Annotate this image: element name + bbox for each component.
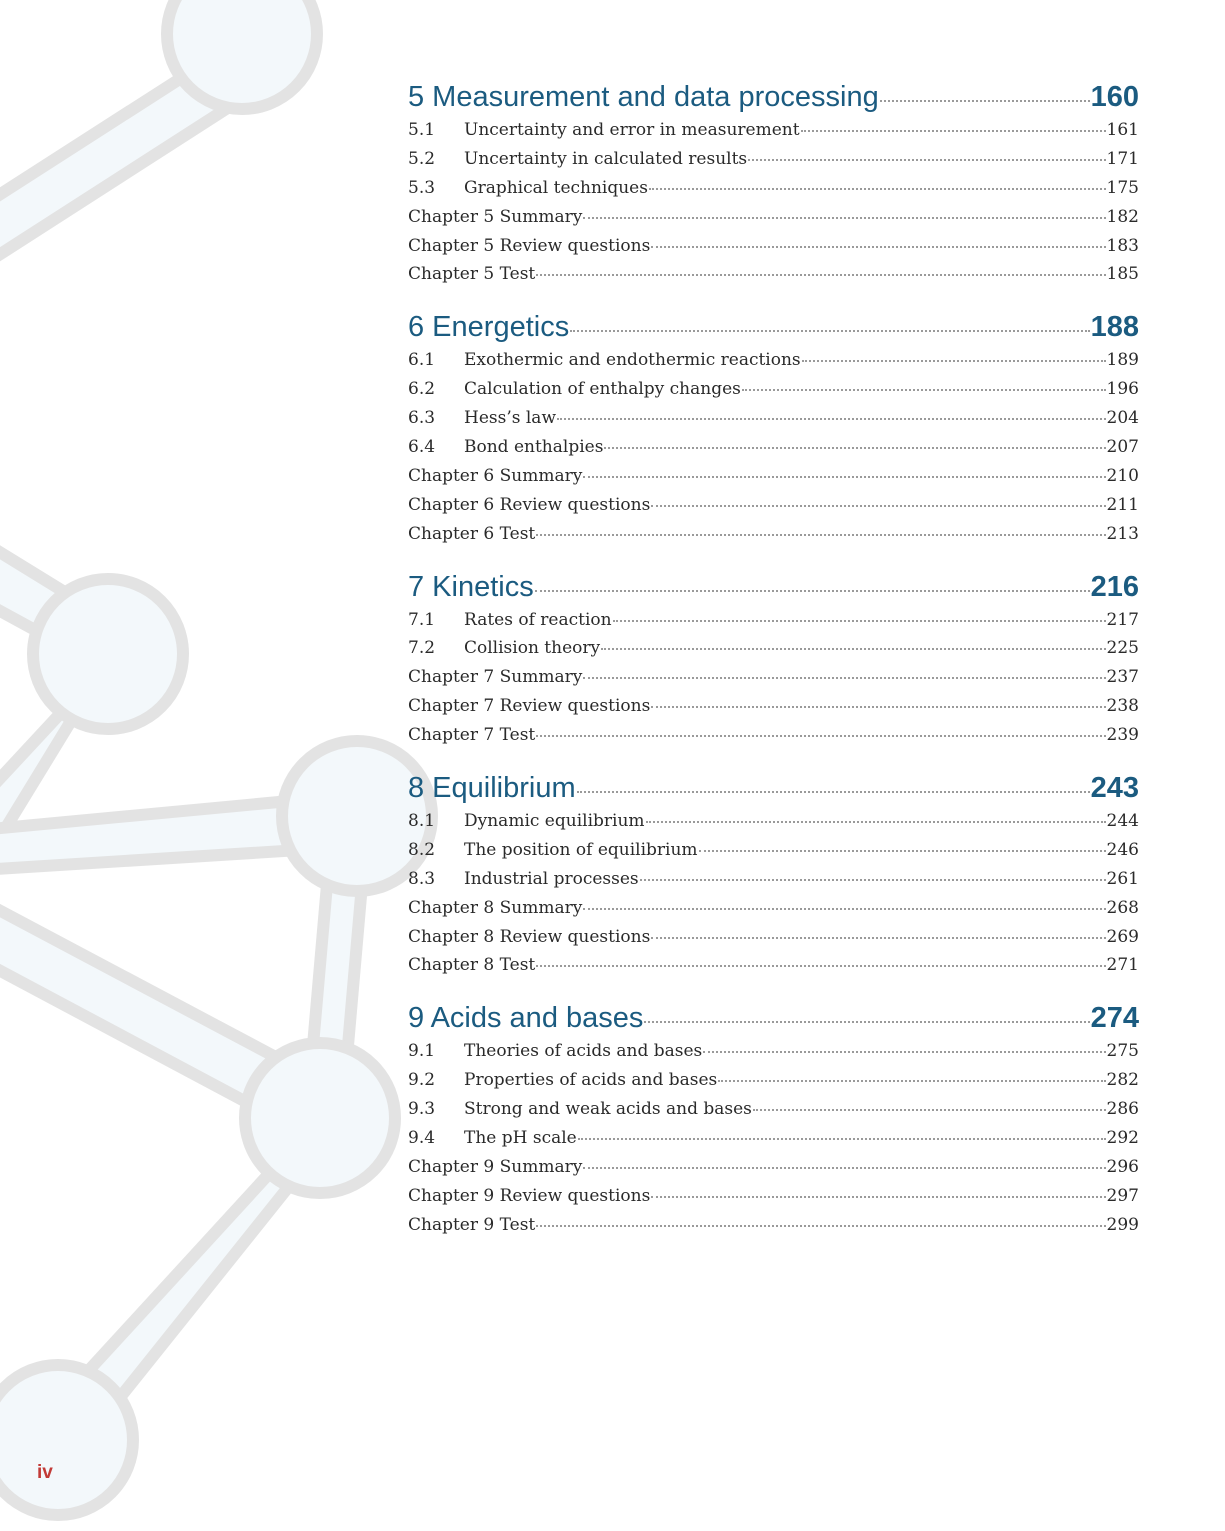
entry-title: Chapter 8 Test — [408, 955, 536, 976]
dot-leader — [536, 533, 1105, 536]
section-number: 6.2 — [408, 379, 436, 400]
entry-title: Chapter 7 Summary — [408, 667, 583, 688]
chapter-heading[interactable] — [408, 999, 1139, 1037]
dot-leader — [570, 329, 1089, 332]
entry-title: Industrial processes — [464, 868, 639, 889]
toc-entry[interactable] — [408, 1182, 1139, 1211]
toc-entry[interactable] — [408, 491, 1139, 520]
entry-page: 196 — [1106, 379, 1139, 400]
section-number: 6.3 — [408, 408, 436, 429]
entry-page: 182 — [1106, 206, 1139, 227]
toc-entry[interactable] — [408, 663, 1139, 692]
toc-chapter — [408, 308, 1139, 548]
section-number: 5.2 — [408, 148, 436, 169]
chapter-page: 274 — [1090, 1002, 1139, 1035]
toc-entry[interactable] — [408, 951, 1139, 980]
toc-chapter — [408, 568, 1139, 750]
chapter-page: 160 — [1090, 81, 1139, 113]
dot-leader — [651, 504, 1105, 507]
entry-page: 217 — [1106, 609, 1139, 630]
entry-title: The position of equilibrium — [464, 839, 698, 860]
toc-entry[interactable] — [408, 1124, 1139, 1153]
entry-page: 299 — [1106, 1214, 1139, 1235]
page-number: iv — [37, 1462, 53, 1483]
section-number: 8.2 — [408, 839, 436, 860]
entry-page: 161 — [1106, 120, 1139, 140]
entry-page: 225 — [1106, 638, 1139, 659]
toc-entry[interactable] — [408, 375, 1139, 404]
section-number: 7.1 — [408, 609, 436, 630]
entry-page: 175 — [1106, 177, 1139, 198]
entry-title: Exothermic and endothermic reactions — [464, 350, 801, 371]
entry-page: 292 — [1106, 1128, 1139, 1149]
dot-leader — [742, 388, 1106, 391]
chapter-page: 188 — [1090, 311, 1139, 344]
entry-title: Properties of acids and bases — [464, 1070, 718, 1091]
toc-entry[interactable] — [408, 692, 1139, 721]
dot-leader — [651, 1195, 1105, 1198]
dot-leader — [583, 475, 1105, 478]
dot-leader — [718, 1079, 1105, 1082]
entry-title: Uncertainty and error in measurement — [464, 120, 800, 140]
dot-leader — [601, 647, 1105, 650]
toc-entry[interactable] — [408, 1153, 1139, 1182]
chapter-title: 7 Kinetics — [408, 570, 534, 603]
toc-entry[interactable] — [408, 1066, 1139, 1095]
entry-title: Chapter 5 Review questions — [408, 235, 651, 256]
chapter-page: 243 — [1090, 772, 1139, 805]
section-number: 5.1 — [408, 120, 436, 140]
toc-entry[interactable] — [408, 836, 1139, 865]
section-number: 6.1 — [408, 350, 436, 371]
entry-page: 244 — [1106, 811, 1139, 832]
dot-leader — [802, 359, 1106, 362]
toc-entry[interactable] — [408, 1037, 1139, 1066]
section-number: 8.1 — [408, 811, 436, 832]
entry-page: 282 — [1106, 1070, 1139, 1091]
entry-page: 246 — [1106, 839, 1139, 860]
section-number: 6.4 — [408, 437, 436, 458]
toc-entry[interactable] — [408, 174, 1139, 203]
entry-title: Chapter 8 Summary — [408, 897, 583, 918]
entry-title: Chapter 6 Summary — [408, 465, 583, 486]
entry-title: Chapter 5 Summary — [408, 206, 583, 227]
dot-leader — [536, 273, 1105, 276]
chapter-title: 8 Equilibrium — [408, 772, 576, 805]
section-number: 8.3 — [408, 868, 436, 889]
toc-entry[interactable] — [408, 1095, 1139, 1124]
entry-title: Chapter 7 Test — [408, 725, 536, 746]
chapter-heading[interactable] — [408, 568, 1139, 606]
section-number: 7.2 — [408, 638, 436, 659]
toc-entry[interactable] — [408, 1211, 1139, 1240]
entry-page: 183 — [1106, 235, 1139, 256]
chapter-title: 6 Energetics — [408, 311, 570, 344]
dot-leader — [578, 1137, 1106, 1140]
toc-entry[interactable] — [408, 145, 1139, 174]
toc-entry[interactable] — [408, 346, 1139, 375]
toc-entry[interactable] — [408, 894, 1139, 923]
dot-leader — [646, 820, 1106, 823]
entry-page: 237 — [1106, 667, 1139, 688]
dot-leader — [604, 446, 1105, 449]
dot-leader — [583, 216, 1105, 219]
dot-leader — [880, 99, 1090, 102]
toc-entry[interactable] — [408, 923, 1139, 952]
dot-leader — [651, 245, 1105, 248]
entry-title: Theories of acids and bases — [464, 1041, 703, 1062]
entry-page: 275 — [1106, 1041, 1139, 1062]
toc-chapter — [408, 999, 1139, 1239]
dot-leader — [651, 705, 1105, 708]
entry-title: Chapter 5 Test — [408, 264, 536, 285]
dot-leader — [640, 878, 1106, 881]
dot-leader — [699, 849, 1106, 852]
entry-page: 213 — [1106, 523, 1139, 544]
entry-title: Chapter 6 Review questions — [408, 494, 651, 515]
dot-leader — [557, 417, 1106, 420]
table-of-contents — [408, 78, 1139, 1259]
toc-chapter — [408, 769, 1139, 980]
entry-page: 207 — [1106, 437, 1139, 458]
entry-page: 185 — [1106, 264, 1139, 285]
entry-page: 171 — [1106, 148, 1139, 169]
toc-entry[interactable] — [408, 433, 1139, 462]
entry-title: Chapter 7 Review questions — [408, 696, 651, 717]
toc-chapter — [408, 78, 1139, 289]
entry-page: 238 — [1106, 696, 1139, 717]
entry-title: Rates of reaction — [464, 609, 612, 630]
toc-entry[interactable] — [408, 520, 1139, 549]
entry-page: 286 — [1106, 1099, 1139, 1120]
entry-title: Calculation of enthalpy changes — [464, 379, 741, 400]
section-number: 5.3 — [408, 177, 436, 198]
entry-page: 239 — [1106, 725, 1139, 746]
entry-title: Uncertainty in calculated results — [464, 148, 748, 169]
dot-leader — [613, 619, 1106, 622]
toc-entry[interactable] — [408, 260, 1139, 289]
entry-title: Chapter 8 Review questions — [408, 926, 651, 947]
dot-leader — [801, 129, 1106, 132]
toc-entry[interactable] — [408, 721, 1139, 750]
toc-entry[interactable] — [408, 203, 1139, 232]
entry-page: 296 — [1106, 1156, 1139, 1177]
dot-leader — [644, 1020, 1089, 1023]
chapter-heading[interactable] — [408, 769, 1139, 807]
entry-page: 271 — [1106, 955, 1139, 976]
entry-page: 268 — [1106, 897, 1139, 918]
dot-leader — [703, 1050, 1105, 1053]
toc-entry[interactable] — [408, 865, 1139, 894]
chapter-title: 9 Acids and bases — [408, 1002, 644, 1035]
entry-page: 297 — [1106, 1185, 1139, 1206]
toc-entry[interactable] — [408, 606, 1139, 635]
dot-leader — [536, 964, 1105, 967]
dot-leader — [535, 589, 1090, 592]
dot-leader — [536, 734, 1105, 737]
dot-leader — [748, 158, 1105, 161]
dot-leader — [536, 1224, 1105, 1227]
chapter-title: 5 Measurement and data processing — [408, 81, 879, 113]
section-number: 9.1 — [408, 1041, 436, 1062]
toc-entry[interactable] — [408, 462, 1139, 491]
chapter-heading[interactable] — [408, 78, 1139, 116]
toc-entry[interactable] — [408, 634, 1139, 663]
entry-title: The pH scale — [464, 1128, 577, 1149]
entry-page: 269 — [1106, 926, 1139, 947]
entry-page: 189 — [1106, 350, 1139, 371]
entry-title: Chapter 9 Test — [408, 1214, 536, 1235]
toc-entry[interactable] — [408, 116, 1139, 145]
dot-leader — [583, 676, 1105, 679]
entry-title: Strong and weak acids and bases — [464, 1099, 752, 1120]
entry-title: Chapter 9 Summary — [408, 1156, 583, 1177]
entry-page: 204 — [1106, 408, 1139, 429]
dot-leader — [583, 1166, 1105, 1169]
section-number: 9.3 — [408, 1099, 436, 1120]
toc-entry[interactable] — [408, 807, 1139, 836]
chapter-heading[interactable] — [408, 308, 1139, 346]
entry-title: Graphical techniques — [464, 177, 648, 198]
toc-entry[interactable] — [408, 404, 1139, 433]
entry-page: 261 — [1106, 868, 1139, 889]
entry-page: 211 — [1106, 494, 1139, 515]
dot-leader — [583, 907, 1105, 910]
entry-title: Dynamic equilibrium — [464, 811, 645, 832]
entry-page: 210 — [1106, 465, 1139, 486]
dot-leader — [651, 936, 1105, 939]
dot-leader — [649, 187, 1106, 190]
entry-title: Bond enthalpies — [464, 437, 604, 458]
chapter-page: 216 — [1090, 570, 1139, 603]
section-number: 9.4 — [408, 1128, 436, 1149]
entry-title: Chapter 6 Test — [408, 523, 536, 544]
dot-leader — [577, 790, 1090, 793]
entry-title: Collision theory — [464, 638, 601, 659]
entry-title: Chapter 9 Review questions — [408, 1185, 651, 1206]
dot-leader — [753, 1108, 1106, 1111]
entry-title: Hess’s law — [464, 408, 556, 429]
section-number: 9.2 — [408, 1070, 436, 1091]
toc-entry[interactable] — [408, 232, 1139, 261]
